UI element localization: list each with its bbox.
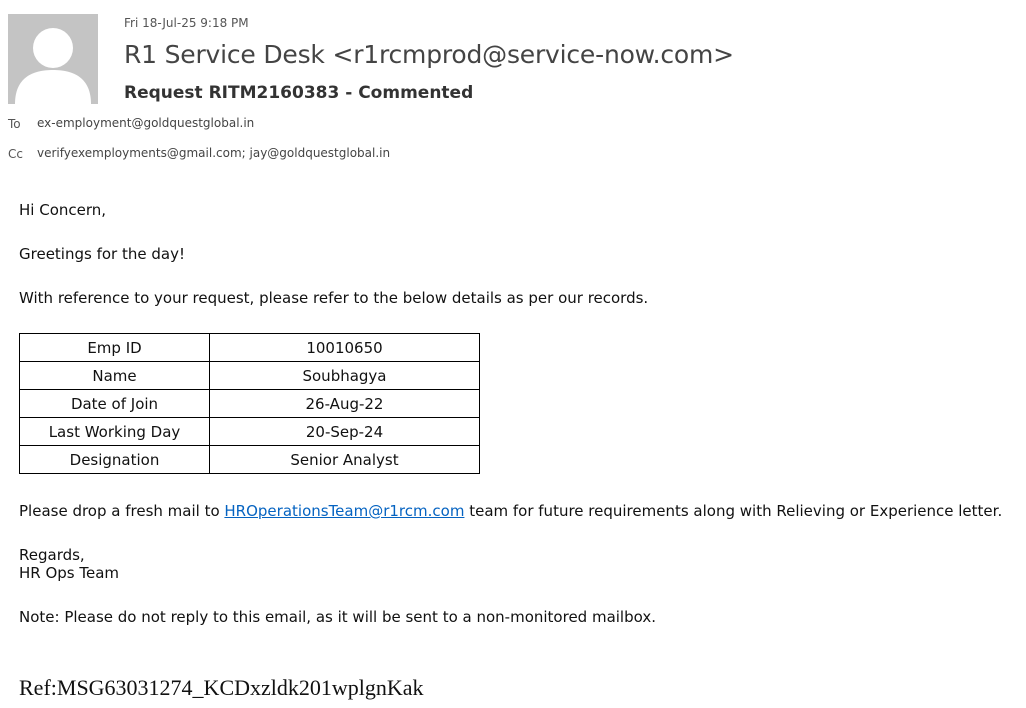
table-key-cell: Emp ID — [20, 334, 210, 362]
email-subject: Request RITM2160383 - Commented — [124, 83, 474, 103]
table-key-cell: Last Working Day — [20, 418, 210, 446]
drop-mail-suffix: team for future requirements along with Relieving or Experience letter. — [464, 502, 1003, 520]
table-value-cell: 10010650 — [210, 334, 480, 362]
greeting-text: Hi Concern, — [19, 201, 107, 219]
greetings-line: Greetings for the day! — [19, 245, 185, 263]
sender-name[interactable]: R1 Service Desk <r1rcmprod@service-now.com> — [124, 40, 734, 69]
sent-date: Fri 18-Jul-25 9:18 PM — [124, 16, 249, 30]
table-key-cell: Date of Join — [20, 390, 210, 418]
reference-line: With reference to your request, please refer to the below details as per our records. — [19, 289, 649, 307]
cc-recipients[interactable]: verifyexemployments@gmail.com; jay@goldquestglobal.in — [37, 146, 391, 160]
table-key-cell: Designation — [20, 446, 210, 474]
cc-label: Cc — [8, 147, 23, 161]
table-row — [20, 390, 480, 418]
to-label: To — [8, 117, 21, 131]
team-signature: HR Ops Team — [19, 564, 120, 582]
to-recipient[interactable]: ex-employment@goldquestglobal.in — [37, 116, 255, 130]
person-silhouette-icon — [8, 14, 98, 104]
table-row — [20, 334, 480, 362]
sender-avatar — [8, 14, 98, 104]
drop-mail-line — [19, 502, 1002, 520]
table-value-cell: Soubhagya — [210, 362, 480, 390]
table-value-cell: 26-Aug-22 — [210, 390, 480, 418]
table-value-cell: Senior Analyst — [210, 446, 480, 474]
reference-id: Ref:MSG63031274_KCDxzldk201wplgnKak — [19, 675, 424, 700]
hr-operations-email-link[interactable]: HROperationsTeam@r1rcm.com — [224, 502, 465, 520]
drop-mail-prefix: Please drop a fresh mail to — [19, 502, 225, 520]
note-text: Note: Please do not reply to this email, as it will be sent to a non-monitored mailbox. — [19, 608, 656, 626]
table-row — [20, 418, 480, 446]
table-value-cell: 20-Sep-24 — [210, 418, 480, 446]
table-row — [20, 446, 480, 474]
table-row — [20, 362, 480, 390]
table-key-cell: Name — [20, 362, 210, 390]
regards-text: Regards, — [19, 546, 85, 564]
employee-details-table — [19, 333, 480, 474]
